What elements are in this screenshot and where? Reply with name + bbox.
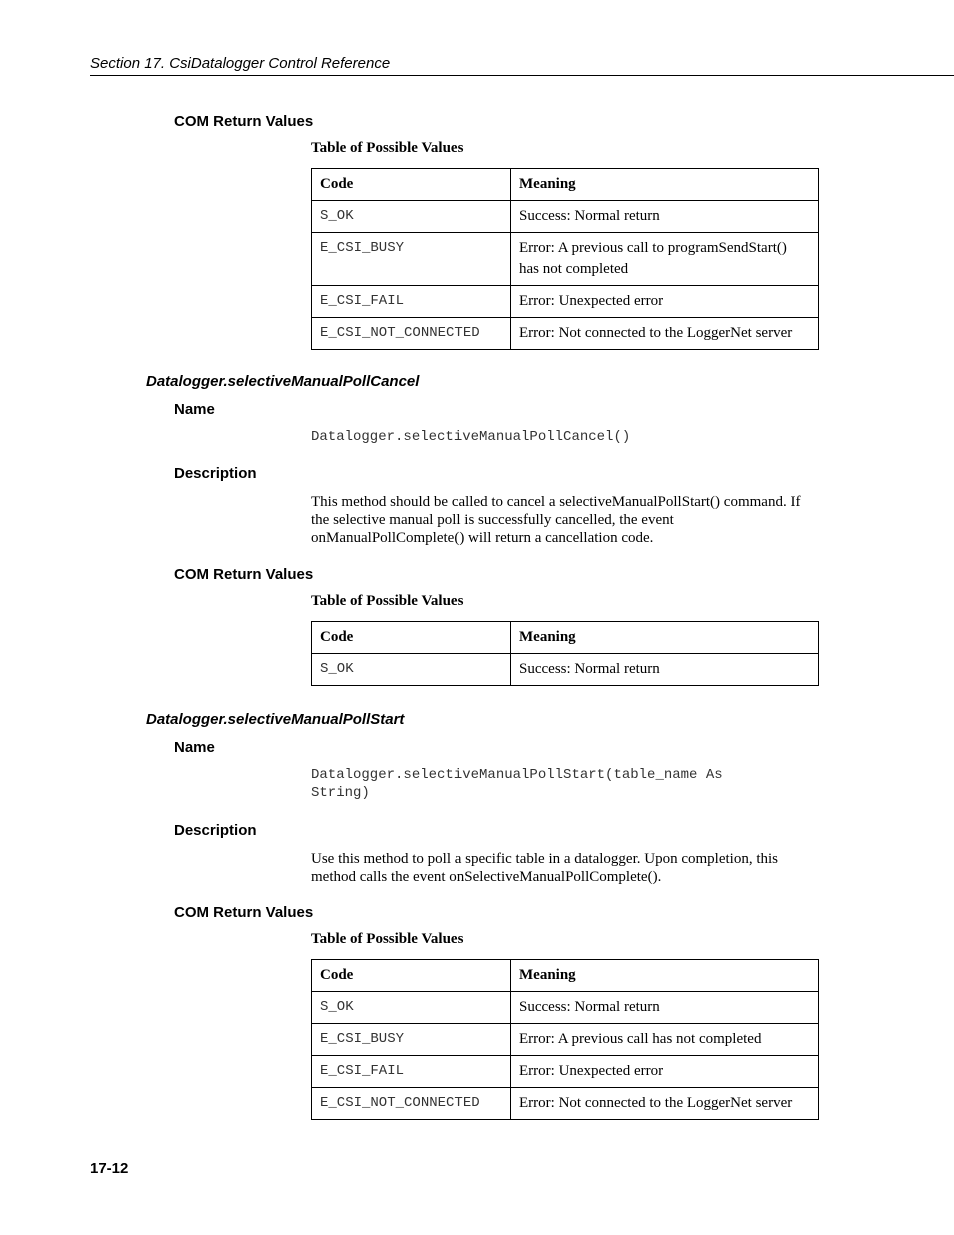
table-caption: Table of Possible Values: [311, 593, 464, 609]
meaning-cell: Error: Unexpected error: [511, 286, 819, 318]
return-values-table: [311, 621, 819, 686]
code-column-header: Code: [312, 960, 511, 992]
table-row: [312, 1088, 819, 1120]
method-title-start: Datalogger.selectiveManualPollStart: [146, 711, 405, 728]
code-cell: E_CSI_FAIL: [312, 286, 511, 318]
code-cell: E_CSI_FAIL: [312, 1056, 511, 1088]
table-header-row: [312, 960, 819, 992]
code-cell: E_CSI_BUSY: [312, 1024, 511, 1056]
com-return-values-heading: COM Return Values: [174, 113, 314, 130]
table-row: [312, 318, 819, 350]
table-row: [312, 201, 819, 233]
table-caption: Table of Possible Values: [311, 931, 464, 947]
method-signature: Datalogger.selectiveManualPollCancel(): [311, 429, 631, 445]
description-text: This method should be called to cancel a selectiveManualPollStart() command. If the selective manual poll is successfully cancelled, the event onManualPollComplete() will return a cancellation code.: [311, 494, 801, 546]
meaning-cell: Success: Normal return: [511, 201, 819, 233]
description-heading: Description: [174, 822, 257, 839]
com-return-values-heading: COM Return Values: [174, 904, 314, 921]
code-column-header: Code: [312, 169, 511, 201]
meaning-column-header: Meaning: [511, 960, 819, 992]
table-caption: Table of Possible Values: [311, 140, 464, 156]
meaning-cell: Error: A previous call to programSendStart() has not completed: [511, 233, 819, 286]
code-cell: E_CSI_NOT_CONNECTED: [312, 1088, 511, 1120]
name-heading: Name: [174, 401, 215, 418]
table-header-row: [312, 169, 819, 201]
code-column-header: Code: [312, 622, 511, 654]
table-row: [312, 1024, 819, 1056]
table-row: [312, 1056, 819, 1088]
meaning-column-header: Meaning: [511, 622, 819, 654]
meaning-cell: Success: Normal return: [511, 992, 819, 1024]
method-signature: Datalogger.selectiveManualPollStart(table_name As String): [311, 767, 732, 801]
table-row: [312, 992, 819, 1024]
code-cell: E_CSI_BUSY: [312, 233, 511, 286]
code-cell: S_OK: [312, 654, 511, 686]
meaning-cell: Error: Not connected to the LoggerNet server: [511, 1088, 819, 1120]
meaning-cell: Success: Normal return: [511, 654, 819, 686]
table-row: [312, 233, 819, 286]
table-row: [312, 654, 819, 686]
description-text: Use this method to poll a specific table in a datalogger. Upon completion, this method calls the event onSelectiveManualPollComplete().: [311, 851, 778, 885]
table-row: [312, 286, 819, 318]
meaning-cell: Error: A previous call has not completed: [511, 1024, 819, 1056]
code-cell: E_CSI_NOT_CONNECTED: [312, 318, 511, 350]
method-title-cancel: Datalogger.selectiveManualPollCancel: [146, 373, 420, 390]
meaning-cell: Error: Not connected to the LoggerNet server: [511, 318, 819, 350]
name-heading: Name: [174, 739, 215, 756]
meaning-cell: Error: Unexpected error: [511, 1056, 819, 1088]
page-number: 17-12: [90, 1160, 129, 1177]
code-cell: S_OK: [312, 992, 511, 1024]
return-values-table: [311, 168, 819, 350]
running-header: Section 17. CsiDatalogger Control Reference: [90, 55, 954, 76]
table-header-row: [312, 622, 819, 654]
description-heading: Description: [174, 465, 257, 482]
return-values-table: [311, 959, 819, 1120]
meaning-column-header: Meaning: [511, 169, 819, 201]
com-return-values-heading: COM Return Values: [174, 566, 314, 583]
code-cell: S_OK: [312, 201, 511, 233]
